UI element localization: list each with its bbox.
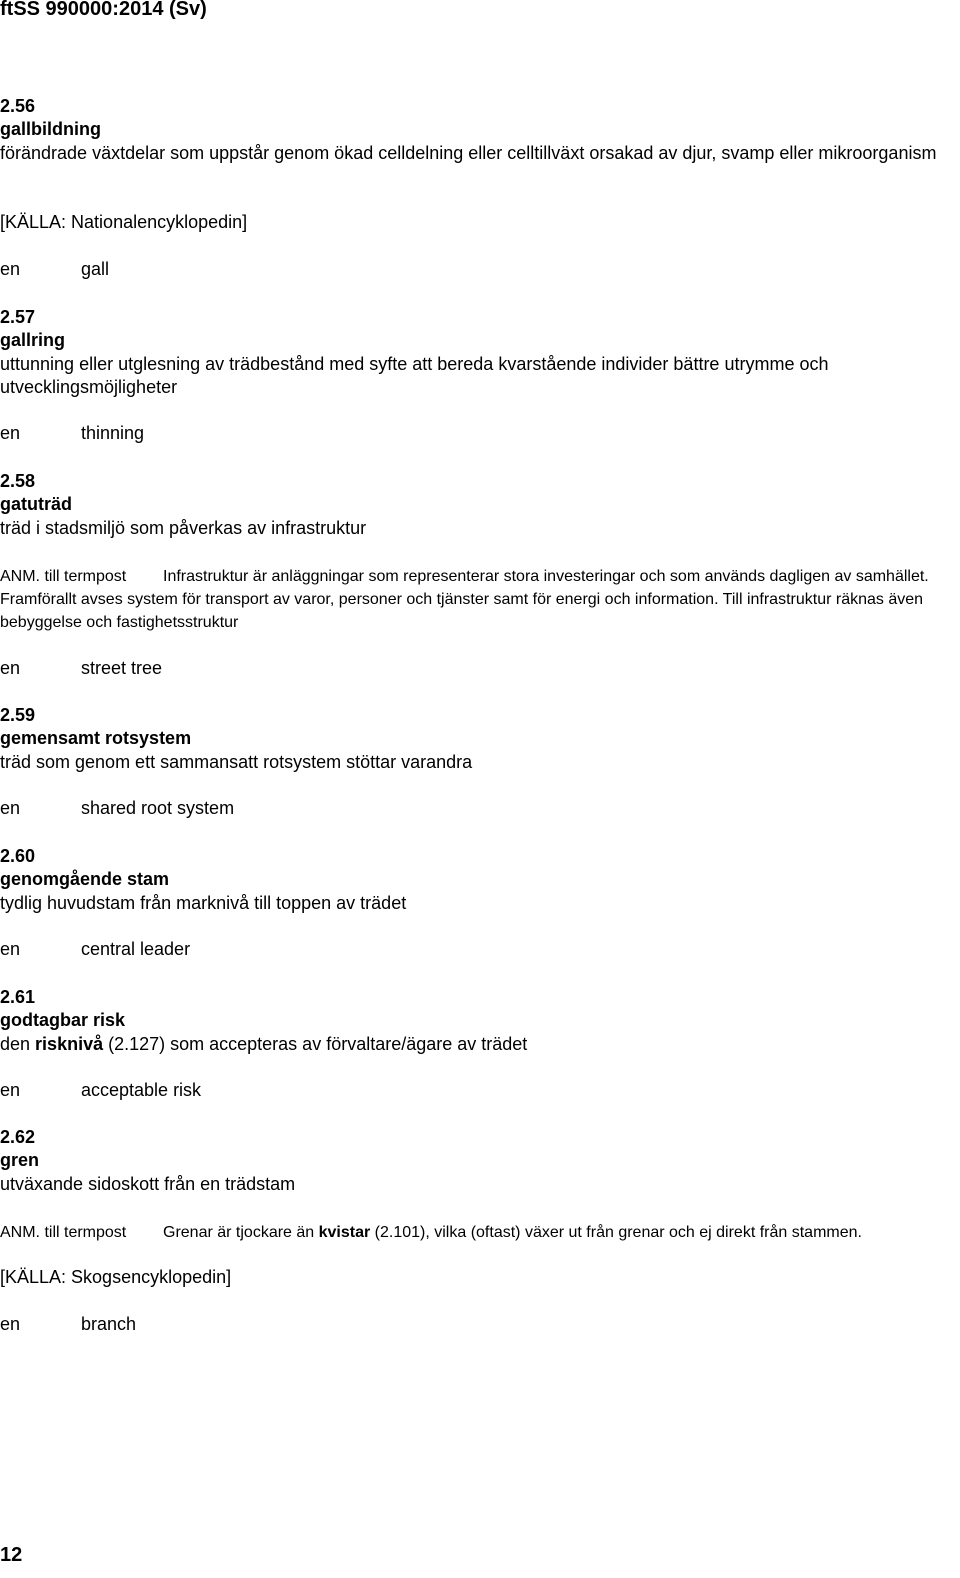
note-label: ANM. till termpost	[0, 568, 127, 585]
document-header: ftSS 990000:2014 (Sv)	[0, 0, 207, 20]
english-term: thinning	[81, 423, 145, 443]
language-code: en	[0, 1080, 21, 1100]
entry-definition: träd som genom ett sammansatt rotsystem stöttar varandra	[0, 752, 473, 772]
english-term: central leader	[81, 939, 191, 959]
note-text: (2.101), vilka (oftast) växer ut från grenar och ej direkt från stammen.	[370, 1224, 862, 1241]
entry-number: 2.56	[0, 96, 36, 116]
language-code: en	[0, 798, 21, 818]
entry-definition: tydlig huvudstam från marknivå till toppen av trädet	[0, 893, 407, 913]
entry-note	[0, 565, 955, 634]
entry-definition: utväxande sidoskott från en trädstam	[0, 1174, 296, 1194]
entry-definition: uttunning eller utglesning av trädbestånd med syfte att bereda kvarstående individer bättre utrymme och utvecklingsmöjligheter	[0, 354, 829, 397]
entry-term: gallring	[0, 330, 66, 350]
entry-number: 2.57	[0, 307, 36, 327]
english-term: street tree	[81, 658, 163, 678]
entry-term: gatuträd	[0, 494, 72, 514]
note-label: ANM. till termpost	[0, 1224, 127, 1241]
english-term: branch	[81, 1314, 137, 1334]
entry-source: [KÄLLA: Nationalencyklopedin]	[0, 212, 248, 232]
language-code: en	[0, 423, 21, 443]
note-text: Infrastruktur är anläggningar som representerar stora investeringar och som används dagligen av samhället. Framförallt avses system för transport av varor, personer och tjänster samt för energi och information. Till infrastruktur räknas även bebyggelse och fastighetsstruktur	[0, 568, 929, 631]
entry-note	[0, 1221, 958, 1244]
entry-term: genomgående stam	[0, 869, 170, 889]
page-number: 12	[0, 1544, 23, 1566]
cross-reference-term: kvistar	[318, 1224, 371, 1241]
note-text: Grenar är tjockare än	[163, 1224, 319, 1241]
english-term: acceptable risk	[81, 1080, 202, 1100]
definition-text: (2.127) som accepteras av förvaltare/ägare av trädet	[103, 1034, 528, 1054]
entry-number: 2.60	[0, 846, 36, 866]
english-term: gall	[81, 259, 110, 279]
english-term: shared root system	[81, 798, 235, 818]
cross-reference-term: risknivå	[35, 1034, 104, 1054]
entry-number: 2.59	[0, 705, 36, 725]
language-code: en	[0, 939, 21, 959]
entry-number: 2.62	[0, 1127, 36, 1147]
language-code: en	[0, 658, 21, 678]
entry-source: [KÄLLA: Skogsencyklopedin]	[0, 1267, 232, 1287]
entry-term: gren	[0, 1150, 40, 1170]
entry-definition: förändrade växtdelar som uppstår genom ökad celldelning eller celltillväxt orsakad av djur, svamp eller mikroorganism	[0, 143, 937, 163]
language-code: en	[0, 1314, 21, 1334]
definition-text: den	[0, 1034, 36, 1054]
entry-definition: träd i stadsmiljö som påverkas av infrastruktur	[0, 518, 367, 538]
entry-term: gallbildning	[0, 119, 101, 139]
entry-number: 2.58	[0, 471, 36, 491]
entry-number: 2.61	[0, 987, 36, 1007]
language-code: en	[0, 259, 21, 279]
entry-definition	[0, 1033, 950, 1056]
entry-term: godtagbar risk	[0, 1010, 126, 1030]
entry-term: gemensamt rotsystem	[0, 728, 192, 748]
